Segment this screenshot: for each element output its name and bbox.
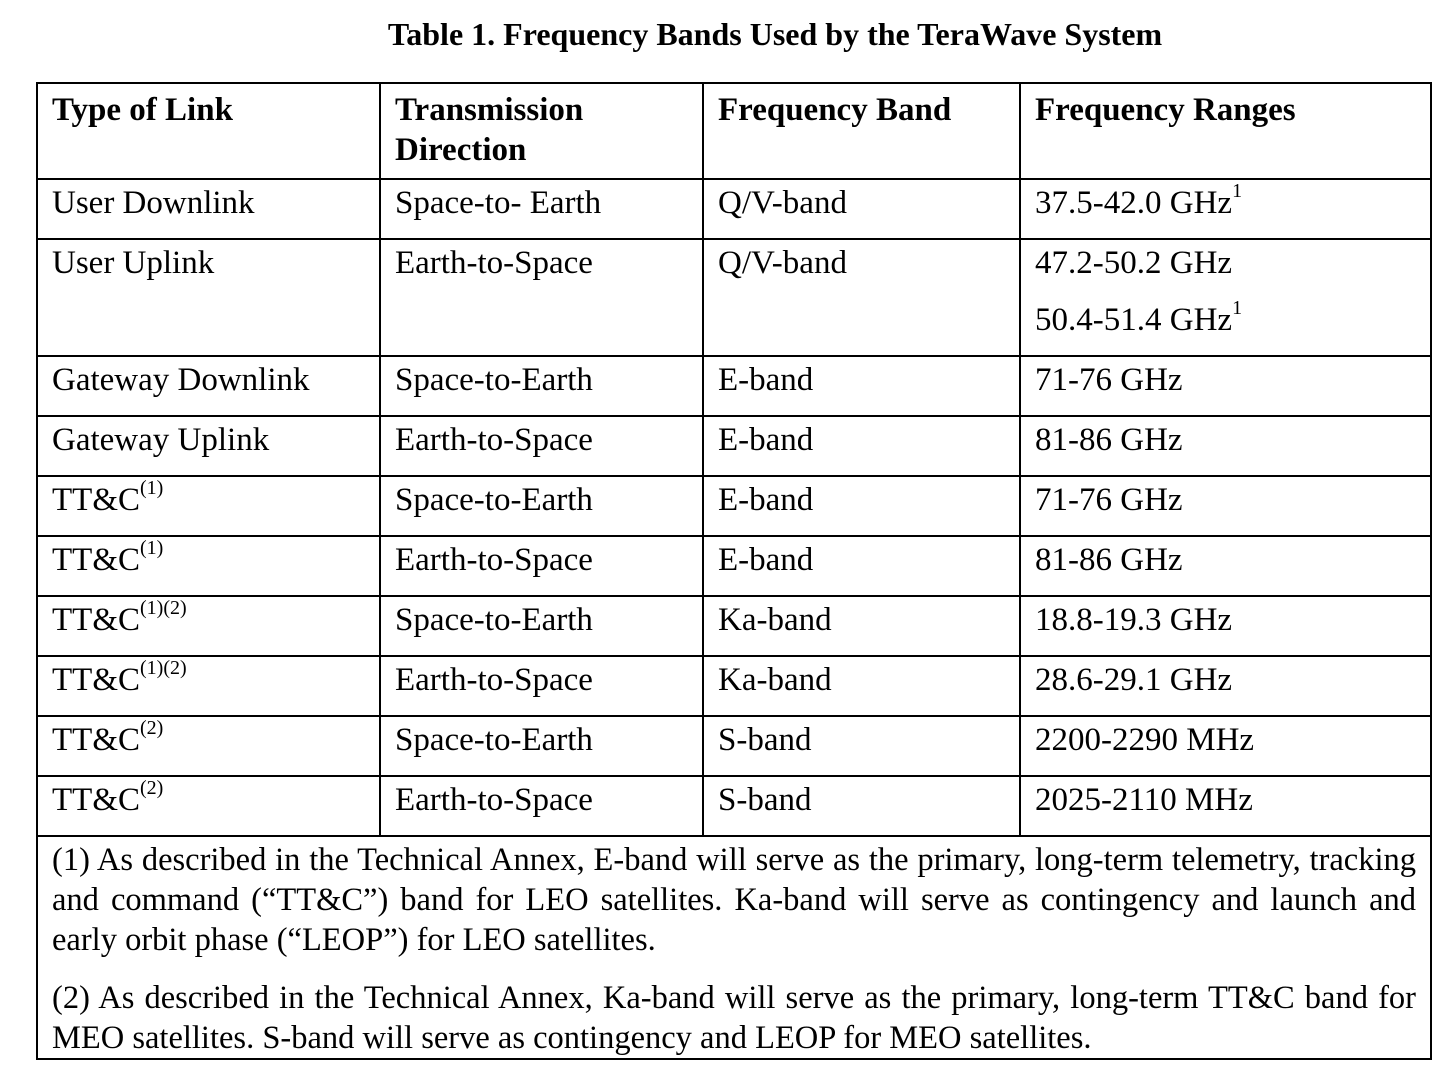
link-type-footnote-ref: (1)(2) [140, 597, 187, 619]
notes-cell [37, 836, 1431, 1059]
frequency-range-line [1035, 180, 1243, 221]
link-type-footnote-ref: (1) [140, 537, 164, 559]
cell-frequency-band: E-band [703, 476, 1020, 536]
frequency-range-text: 47.2-50.2 GHz [1035, 245, 1233, 281]
cell-transmission-direction: Earth-to-Space [380, 776, 703, 836]
frequency-range-line [1035, 602, 1232, 638]
cell-frequency-band: E-band [703, 536, 1020, 596]
table-row [37, 416, 1431, 476]
frequency-range-footnote-ref: 1 [1232, 297, 1243, 319]
link-type-text: TT&C [52, 542, 140, 578]
cell-type-of-link [37, 776, 380, 836]
cell-transmission-direction: Earth-to-Space [380, 536, 703, 596]
frequency-range-line [1035, 362, 1183, 398]
cell-type-of-link [37, 239, 380, 356]
cell-frequency-ranges [1020, 476, 1431, 536]
cell-transmission-direction: Space-to- Earth [380, 179, 703, 239]
frequency-range-text: 81-86 GHz [1035, 542, 1183, 578]
cell-type-of-link [37, 356, 380, 416]
table-body [37, 179, 1431, 836]
link-type-text: Gateway Uplink [52, 422, 270, 458]
cell-frequency-ranges [1020, 179, 1431, 239]
header-type-of-link: Type of Link [37, 83, 380, 179]
frequency-range-line [1035, 297, 1416, 340]
cell-type-of-link [37, 596, 380, 656]
cell-frequency-band: Q/V-band [703, 239, 1020, 356]
cell-transmission-direction: Earth-to-Space [380, 416, 703, 476]
table-row [37, 716, 1431, 776]
frequency-range-line [1035, 782, 1253, 818]
cell-frequency-ranges [1020, 776, 1431, 836]
notes-row [37, 836, 1431, 1059]
table-row [37, 476, 1431, 536]
header-frequency-ranges: Frequency Ranges [1020, 83, 1431, 179]
frequency-range-text: 2200-2290 MHz [1035, 722, 1255, 758]
frequency-range-line [1035, 422, 1183, 458]
table-row [37, 776, 1431, 836]
table-title: Table 1. Frequency Bands Used by the TeraWave System [387, 16, 1163, 52]
cell-type-of-link [37, 656, 380, 716]
link-type-footnote-ref: (1)(2) [140, 657, 187, 679]
cell-frequency-ranges [1020, 536, 1431, 596]
link-type-text: TT&C [52, 662, 140, 698]
link-type-text: TT&C [52, 722, 140, 758]
frequency-range-text: 71-76 GHz [1035, 362, 1183, 398]
frequency-range-text: 81-86 GHz [1035, 422, 1183, 458]
link-type-text: TT&C [52, 602, 140, 638]
link-type-footnote-ref: (2) [140, 717, 164, 739]
frequency-range-line [1035, 542, 1183, 578]
cell-frequency-ranges [1020, 356, 1431, 416]
cell-transmission-direction: Earth-to-Space [380, 239, 703, 356]
header-frequency-band: Frequency Band [703, 83, 1020, 179]
cell-type-of-link [37, 476, 380, 536]
frequency-range-text: 28.6-29.1 GHz [1035, 662, 1233, 698]
cell-frequency-band: S-band [703, 776, 1020, 836]
cell-type-of-link [37, 536, 380, 596]
table-row [37, 356, 1431, 416]
link-type-text: User Downlink [52, 185, 255, 221]
footnote-1: (1) As described in the Technical Annex, E-band will serve as the primary, long-term telemetry, tracking and command (“TT&C”) band for LEO satellites. Ka-band will serve as contingency and launch and early orbit phase (“LEOP”) for LEO satellites. [52, 842, 1416, 958]
cell-frequency-ranges [1020, 416, 1431, 476]
cell-frequency-ranges [1020, 239, 1431, 356]
link-type-text: Gateway Downlink [52, 362, 310, 398]
table-row [37, 596, 1431, 656]
cell-frequency-band: Q/V-band [703, 179, 1020, 239]
cell-frequency-ranges [1020, 596, 1431, 656]
frequency-range-line [1035, 482, 1183, 518]
footnote-2: (2) As described in the Technical Annex, Ka-band will serve as the primary, long-term TT&C band for MEO satellites. S-band will serve as contingency and LEOP for MEO satellites. [52, 980, 1416, 1056]
cell-transmission-direction: Earth-to-Space [380, 656, 703, 716]
frequency-range-line [1035, 245, 1232, 281]
link-type-text: TT&C [52, 482, 140, 518]
cell-type-of-link [37, 179, 380, 239]
frequency-bands-table [36, 82, 1432, 1060]
header-transmission-direction: Transmission Direction [380, 83, 703, 179]
frequency-range-text: 50.4-51.4 GHz [1035, 302, 1233, 338]
table-row [37, 239, 1431, 356]
frequency-range-text: 18.8-19.3 GHz [1035, 602, 1233, 638]
frequency-range-line [1035, 722, 1254, 758]
table-row [37, 179, 1431, 239]
table-row [37, 656, 1431, 716]
cell-frequency-band: E-band [703, 416, 1020, 476]
frequency-range-text: 37.5-42.0 GHz [1035, 185, 1233, 221]
cell-frequency-band: Ka-band [703, 596, 1020, 656]
link-type-footnote-ref: (2) [140, 777, 164, 799]
frequency-range-line [1035, 662, 1232, 698]
link-type-text: User Uplink [52, 245, 215, 281]
cell-frequency-ranges [1020, 716, 1431, 776]
header-row [37, 83, 1431, 179]
cell-frequency-ranges [1020, 656, 1431, 716]
cell-frequency-band: S-band [703, 716, 1020, 776]
frequency-range-footnote-ref: 1 [1232, 180, 1243, 202]
link-type-text: TT&C [52, 782, 140, 818]
cell-frequency-band: E-band [703, 356, 1020, 416]
table-row [37, 536, 1431, 596]
cell-frequency-band: Ka-band [703, 656, 1020, 716]
frequency-range-text: 2025-2110 MHz [1035, 782, 1253, 818]
cell-type-of-link [37, 416, 380, 476]
cell-transmission-direction: Space-to-Earth [380, 596, 703, 656]
cell-type-of-link [37, 716, 380, 776]
link-type-footnote-ref: (1) [140, 477, 164, 499]
frequency-range-text: 71-76 GHz [1035, 482, 1183, 518]
cell-transmission-direction: Space-to-Earth [380, 356, 703, 416]
cell-transmission-direction: Space-to-Earth [380, 716, 703, 776]
cell-transmission-direction: Space-to-Earth [380, 476, 703, 536]
